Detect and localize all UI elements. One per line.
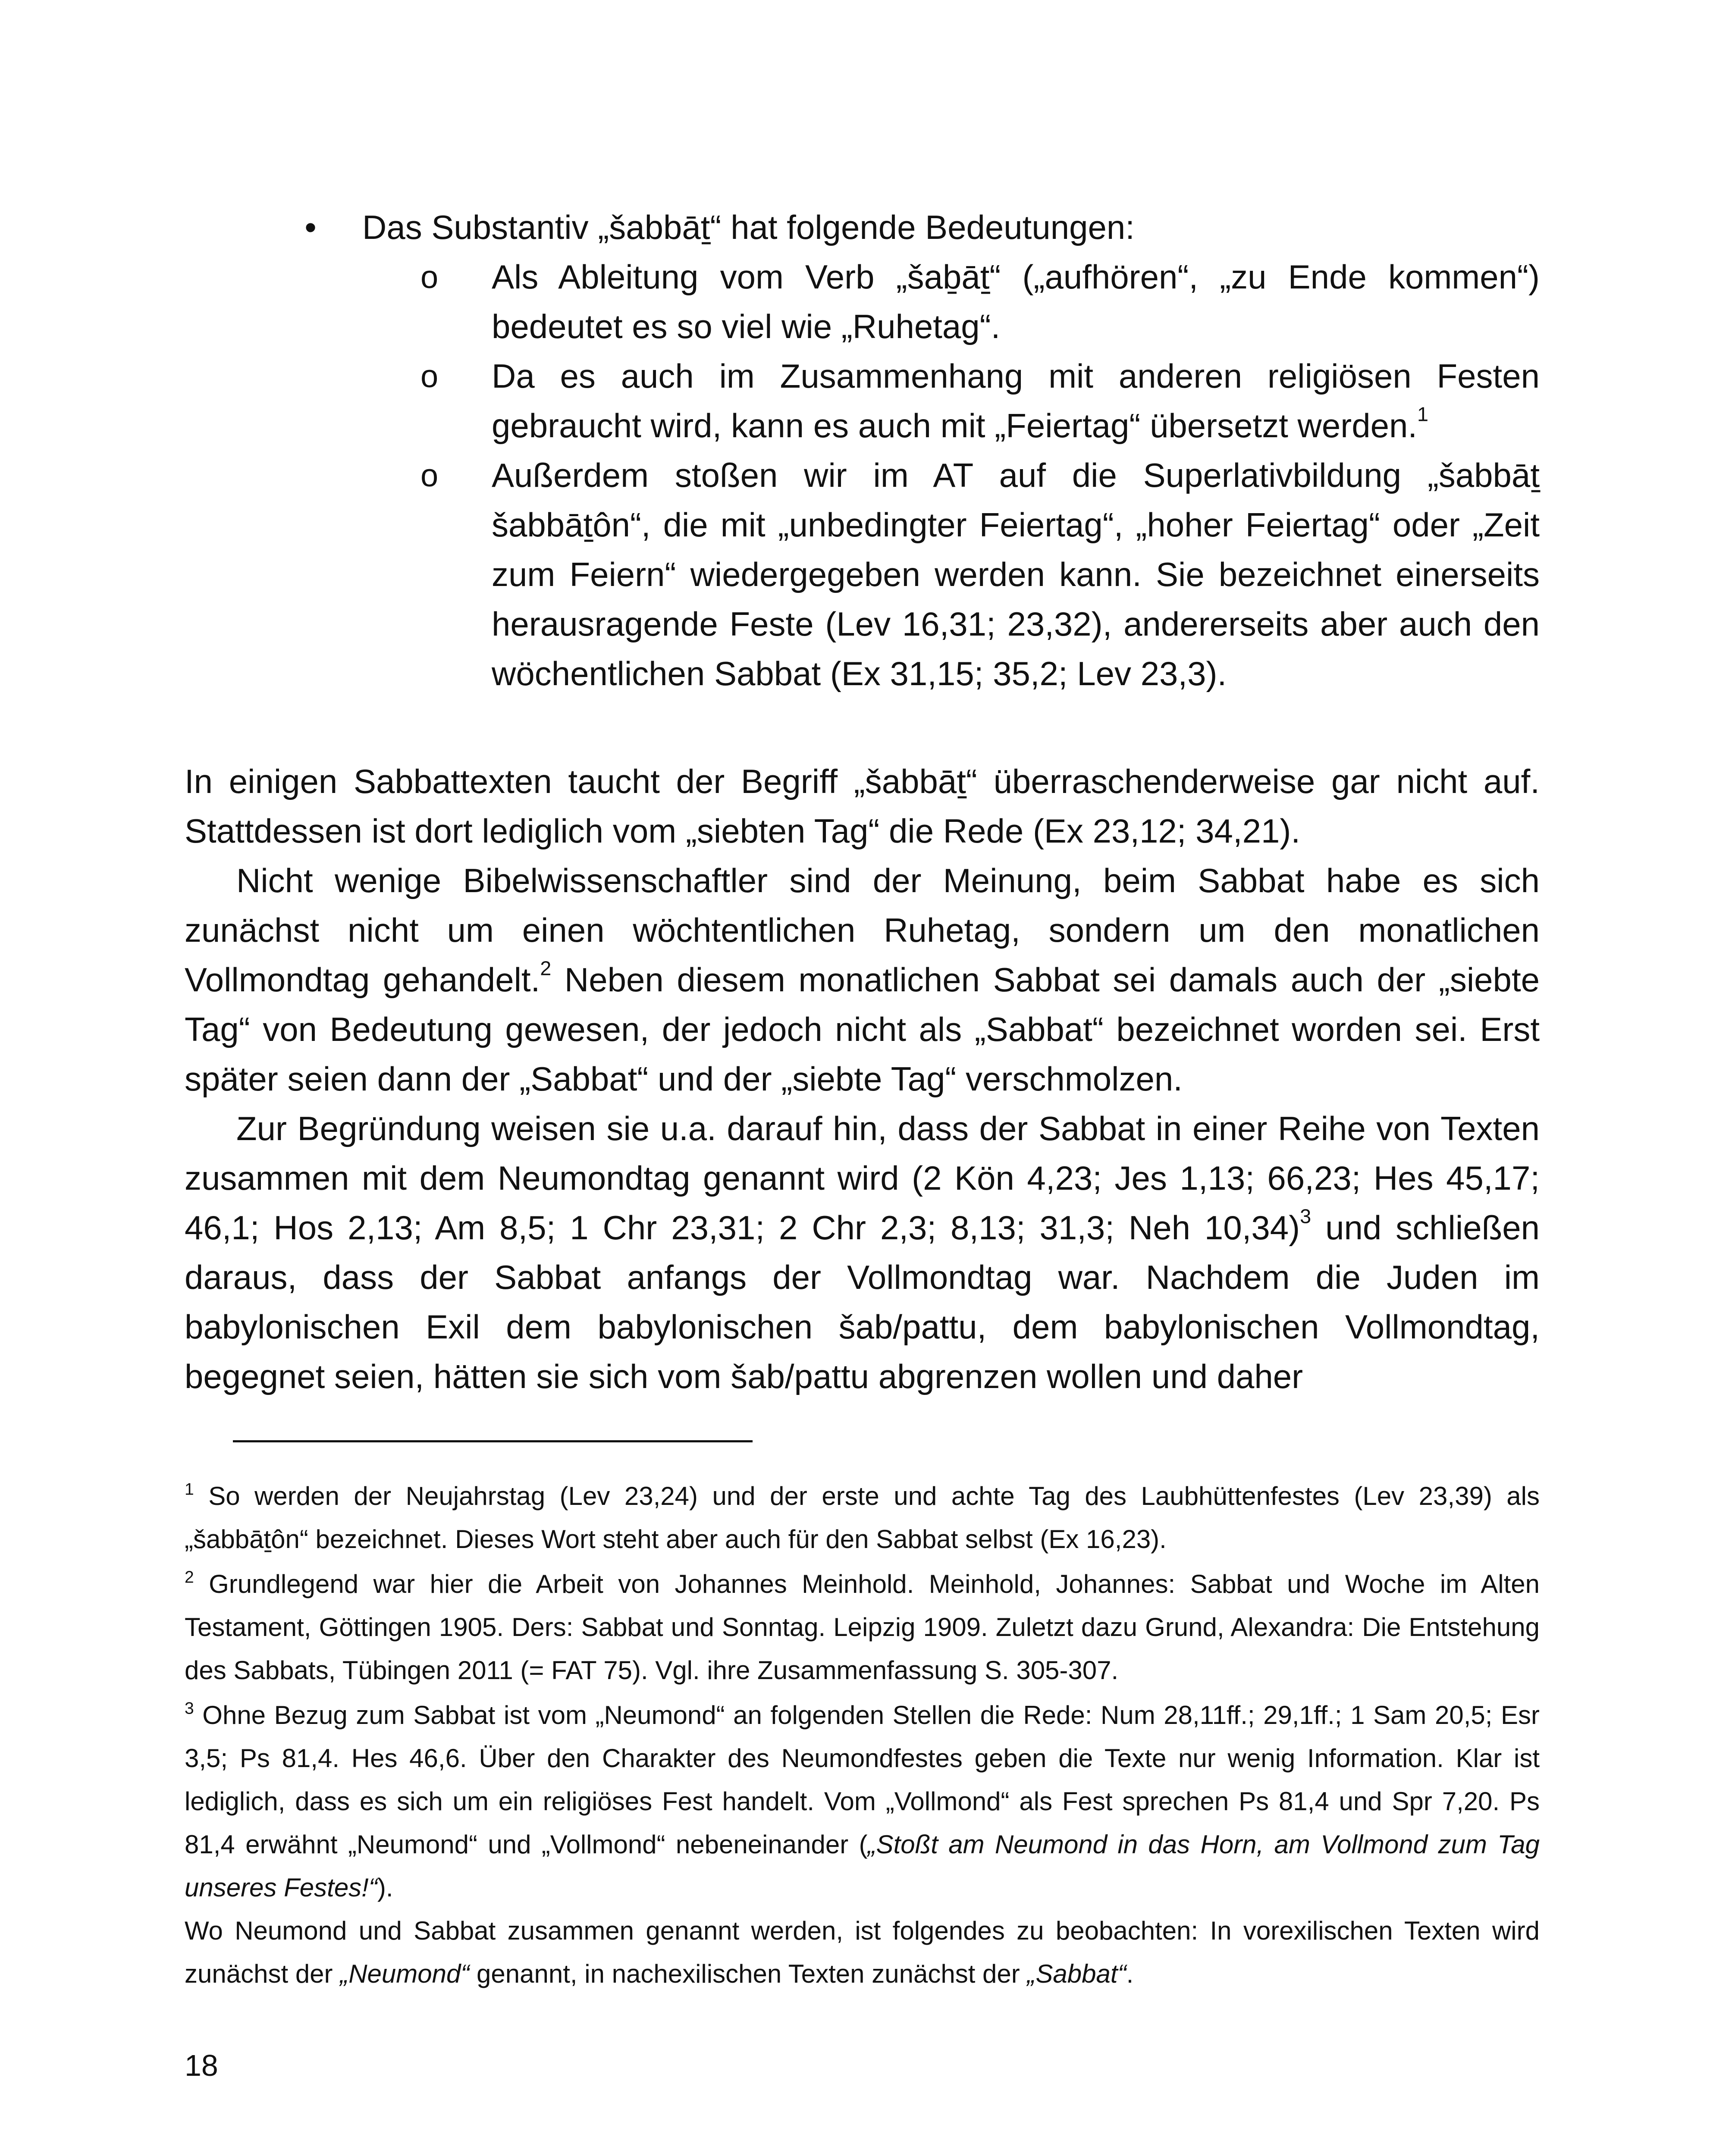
paragraph-vollmondtag — [185, 856, 1540, 1104]
bullet-marker: • — [304, 208, 317, 246]
sub-item-superlative — [298, 451, 1540, 699]
sub-item-marker: o — [420, 458, 439, 493]
footnote-text: ). — [377, 1873, 393, 1902]
footnote-quote: „Stoßt am Neumond in das Horn, am Vollmond zum Tag unseres Festes!“ — [185, 1830, 1540, 1902]
footnotes — [185, 1475, 1540, 1996]
definition-list — [298, 203, 1540, 699]
footnote-ref-2: 2 — [540, 957, 552, 980]
sub-item-text-main: Da es auch im Zusammenhang mit anderen religiösen Festen gebraucht wird, kann es auch mit „Feiertag“ übersetzt werden. — [492, 357, 1540, 445]
sub-item-marker: o — [420, 259, 439, 295]
sub-item-marker: o — [420, 358, 439, 394]
footnote-number: 2 — [185, 1568, 194, 1587]
footnote-number: 1 — [185, 1480, 194, 1499]
paragraph-begruendung — [185, 1104, 1540, 1401]
footnote-text: genannt, in nachexilischen Texten zunächst der — [469, 1959, 1027, 1988]
footnote-3-continuation — [185, 1909, 1540, 1996]
paragraph-text: Nicht wenige Bibelwissenschaftler sind der Meinung, beim Sabbat habe es sich zunächst nicht um einen wöchtentlichen Ruhetag, sondern um den monatlichen Vollmondtag gehandelt. — [185, 862, 1540, 999]
sub-item-text: Als Ableitung vom Verb „šaḇāṯ“ („aufhören“, „zu Ende kommen“) bedeutet es so viel wie „Ruhetag“. — [492, 258, 1540, 345]
sub-item-feiertag — [298, 351, 1540, 451]
footnote-text: Grundlegend war hier die Arbeit von Johannes Meinhold. Meinhold, Johannes: Sabbat und Woche im Alten Testament, Göttingen 1905. Ders: Sabbat und Sonntag. Leipzig 1909. Zuletzt dazu Grund, Alexandra: Die Entstehung des Sabbats, Tübingen 2011 (= FAT 75). Vgl. ihre Zusammenfassung S. 305-307. — [185, 1570, 1540, 1685]
footnote-emphasis-neumond: „Neumond“ — [340, 1959, 470, 1988]
page-number: 18 — [185, 2049, 218, 2082]
footnote-2 — [185, 1563, 1540, 1692]
bullet-item — [298, 203, 1540, 252]
footnote-text: So werden der Neujahrstag (Lev 23,24) und der erste und achte Tag des Laubhüttenfestes (Lev 23,39) als „šabbāṯôn“ bezeichnet. Dieses Wort steht aber auch für den Sabbat selbst (Ex 16,23). — [185, 1482, 1540, 1554]
sub-item-text: Außerdem stoßen wir im AT auf die Superlativbildung „šabbāṯ šabbāṯôn“, die mit „unbedingter Feiertag“, „hoher Feiertag“ oder „Zeit zum Feiern“ wiedergegeben werden kann. Sie bezeichnet einerseits herausragende Feste (Lev 16,31; 23,32), andererseits aber auch den wöchentlichen Sabbat (Ex 31,15; 35,2; Lev 23,3). — [492, 456, 1540, 693]
paragraph-text: Neben diesem monatlichen Sabbat sei damals auch der „siebte Tag“ von Bedeutung gewesen, der jedoch nicht als „Sabbat“ bezeichnet worden sei. Erst später seien dann der „Sabbat“ und der „siebte Tag“ verschmolzen. — [185, 961, 1540, 1098]
footnote-text: Wo Neumond und Sabbat zusammen genannt werden, ist folgendes zu beobachten: In vorexilischen Texten wird zunächst der — [185, 1916, 1540, 1988]
bullet-text: Das Substantiv „šabbāṯ“ hat folgende Bedeutungen: — [362, 208, 1135, 246]
footnote-text: . — [1126, 1959, 1134, 1988]
paragraph-text: Zur Begründung weisen sie u.a. darauf hin, dass der Sabbat in einer Reihe von Texten zusammen mit dem Neumondtag genannt wird (2 Kön 4,23; Jes 1,13; 66,23; Hes 45,17; 46,1; Hos 2,13; Am 8,5; 1 Chr 23,31; 2 Chr 2,3; 8,13; 31,3; Neh 10,34) — [185, 1109, 1540, 1247]
footnote-text: Ohne Bezug zum Sabbat ist vom „Neumond“ an folgenden Stellen die Rede: Num 28,11ff.; 29,1ff.; 1 Sam 20,5; Esr 3,5; Ps 81,4. Hes 46,6. Über den Charakter des Neumondfestes geben die Texte nur wenig Information. Klar ist lediglich, dass es sich um ein religiöses Fest handelt. Vom „Vollmond“ als Fest sprechen Ps 81,4 und Spr 7,20. Ps 81,4 erwähnt „Neumond“ und „Vollmond“ nebeneinander ( — [185, 1701, 1540, 1859]
footnote-separator — [233, 1440, 753, 1442]
paragraph-siebter-tag: In einigen Sabbattexten taucht der Begriff „šabbāṯ“ überraschenderweise gar nicht auf. Stattdessen ist dort lediglich vom „siebten Tag“ die Rede (Ex 23,12; 34,21). — [185, 762, 1540, 850]
footnote-ref-3: 3 — [1300, 1205, 1312, 1228]
footnote-1 — [185, 1475, 1540, 1561]
sub-item-derivation — [298, 252, 1540, 351]
footnote-ref-1: 1 — [1417, 403, 1429, 426]
footnote-3 — [185, 1694, 1540, 1909]
sub-item-text — [492, 351, 1540, 451]
paragraph-text: und schließen daraus, dass der Sabbat anfangs der Vollmondtag war. Nachdem die Juden im babylonischen Exil dem babylonischen šab/pattu, dem babylonischen Vollmondtag, begegnet seien, hätten sie sich vom šab/pattu abgrenzen wollen und daher — [185, 1209, 1540, 1395]
footnote-emphasis-sabbat: „Sabbat“ — [1027, 1959, 1126, 1988]
footnote-number: 3 — [185, 1699, 194, 1718]
